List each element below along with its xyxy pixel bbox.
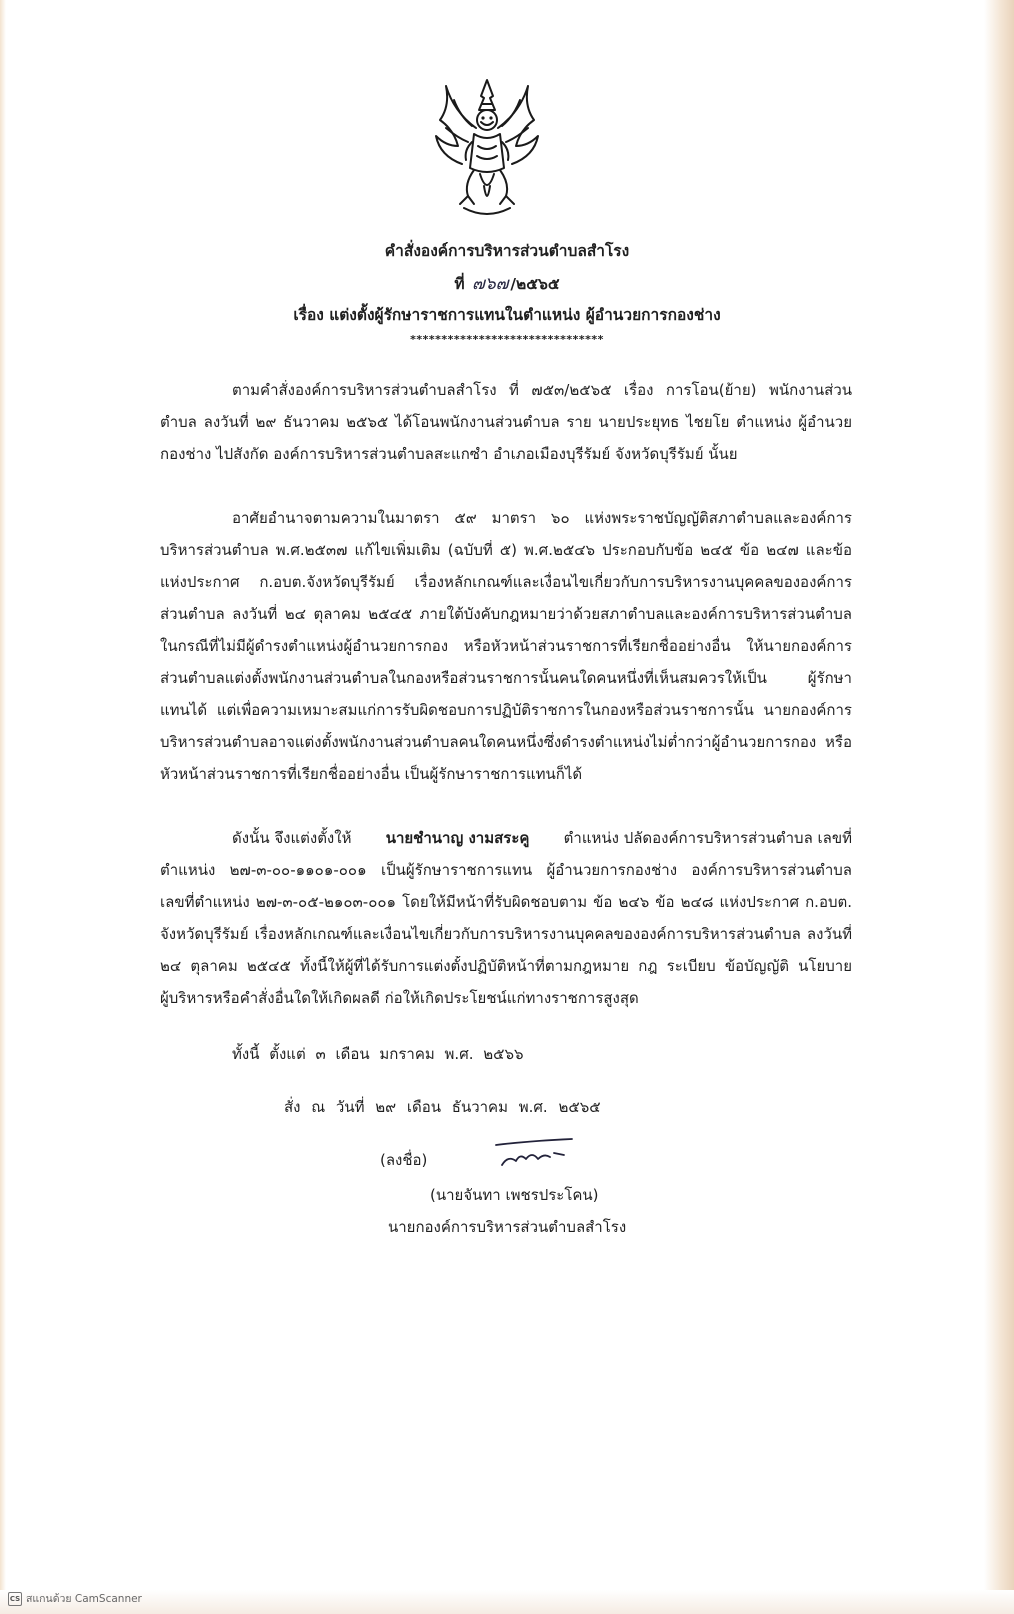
signer-position: นายกองค์การบริหารส่วนตำบลสำโรง (388, 1218, 627, 1236)
signature-mark-icon (488, 1135, 580, 1173)
paragraph3-first-line (232, 828, 852, 848)
order-subject: เรื่อง แต่งตั้งผู้รักษาราชการแทนในตำแหน่ง ผู้อำนวยการกองช่าง (293, 306, 721, 324)
signature-label: (ลงชื่อ) (380, 1151, 428, 1169)
paragraph2-line: แห่งประกาศ ก.อบต.จังหวัดบุรีรัมย์ เรื่องหลักเกณฑ์และเงื่อนไขเกี่ยวกับการบริหารงานบุคคลขององค์การ (160, 573, 852, 591)
order-date: สั่ง ณ วันที่ ๒๙ เดือน ธันวาคม พ.ศ. ๒๕๖๕ (284, 1098, 601, 1116)
paragraph3-line: จังหวัดบุรีรัมย์ เรื่องหลักเกณฑ์และเงื่อนไขเกี่ยวกับการบริหารงานบุคคลขององค์การบริหารส่วนตำบล ลงวันที่ (160, 925, 852, 943)
paragraph2-line: ส่วนตำบลแต่งตั้งพนักงานส่วนตำบลในกองหรือส่วนราชการนั้นคนใดคนหนึ่งที่เห็นสมควรให้เป็น ผู้รักษา (160, 669, 852, 687)
paragraph3-line: เลขที่ตำแหน่ง ๒๗-๓-๐๕-๒๑๐๓-๐๐๑ โดยให้มีหน้าที่รับผิดชอบตาม ข้อ ๒๔๖ ข้อ ๒๔๘ แห่งประกาศ ก.อบต. (160, 893, 852, 911)
paragraph2-line: แทนได้ แต่เพื่อความเหมาะสมแก่การรับผิดชอบการปฏิบัติราชการในกองหรือส่วนราชการนั้น นายกองค์การ (160, 701, 852, 719)
order-number-prefix: ที่ (454, 275, 465, 293)
paragraph3-line: ๒๔ ตุลาคม ๒๕๔๕ ทั้งนี้ให้ผู้ที่ได้รับการแต่งตั้งปฏิบัติหน้าที่ตามกฎหมาย กฎ ระเบียบ ข้อบัญญัติ นโยบาย (160, 957, 852, 975)
order-title: คำสั่งองค์การบริหารส่วนตำบลสำโรง (384, 242, 630, 260)
paragraph1-line: ตามคำสั่งองค์การบริหารส่วนตำบลสำโรง ที่ ๗๕๓/๒๕๖๕ เรื่อง การโอน(ย้าย) พนักงานส่วน (232, 381, 852, 399)
appointee-name: นายชำนาญ งามสระคู (385, 829, 530, 847)
scanner-footer (8, 1590, 142, 1607)
paragraph2-line: บริหารส่วนตำบล พ.ศ.๒๕๓๗ แก้ไขเพิ่มเติม (ฉบับที่ ๕) พ.ศ.๒๕๔๖ ประกอบกับข้อ ๒๔๕ ข้อ ๒๔๗ และข้อ (160, 541, 852, 559)
paragraph3-rest: ตำแหน่ง ปลัดองค์การบริหารส่วนตำบล เลขที่ (563, 829, 852, 847)
effective-date: ทั้งนี้ ตั้งแต่ ๓ เดือน มกราคม พ.ศ. ๒๕๖๖ (232, 1045, 524, 1063)
paragraph2-line: บริหารส่วนตำบลอาจแต่งตั้งพนักงานส่วนตำบลคนใดคนหนึ่งซึ่งดำรงตำแหน่งไม่ต่ำกว่าผู้อำนวยการกอง หรือ (160, 733, 852, 751)
order-number-suffix: /๒๕๖๕ (510, 275, 560, 293)
paragraph3-line: ตำแหน่ง ๒๗-๓-๐๐-๑๑๐๑-๐๐๑ เป็นผู้รักษาราชการแทน ผู้อำนวยการกองช่าง องค์การบริหารส่วนตำบล (160, 861, 852, 879)
camscanner-icon: CS (8, 1592, 22, 1606)
order-number-handwritten: ๗๖๗ (472, 274, 509, 294)
header-separator: ******************************* (410, 333, 604, 346)
signer-name: (นายจันทา เพชรประโคน) (430, 1186, 599, 1204)
garuda-emblem-icon (424, 76, 550, 224)
paragraph3-lead: ดังนั้น จึงแต่งตั้งให้ (232, 829, 352, 847)
paragraph2-line: อาศัยอำนาจตามความในมาตรา ๕๙ มาตรา ๖๐ แห่งพระราชบัญญัติสภาตำบลและองค์การ (232, 509, 852, 527)
paragraph3-line: ผู้บริหารหรือคำสั่งอื่นใดให้เกิดผลดี ก่อให้เกิดประโยชน์แก่ทางราชการสูงสุด (160, 989, 639, 1007)
paragraph2-line: ในกรณีที่ไม่มีผู้ดำรงตำแหน่งผู้อำนวยการกอง หรือหัวหน้าส่วนราชการที่เรียกชื่ออย่างอื่น ให้นายกองค์การ (160, 637, 852, 655)
scanner-footer-text: สแกนด้วย CamScanner (26, 1593, 142, 1605)
paragraph2-line: หัวหน้าส่วนราชการที่เรียกชื่ออย่างอื่น เป็นผู้รักษาราชการแทนก็ได้ (160, 765, 583, 783)
order-number (0, 270, 1014, 297)
paragraph1-line: ตำบล ลงวันที่ ๒๙ ธันวาคม ๒๕๖๕ ได้โอนพนักงานส่วนตำบล ราย นายประยุทธ ไชยโย ตำแหน่ง ผู้อำนวย (160, 413, 852, 431)
paragraph1-line: กองช่าง ไปสังกัด องค์การบริหารส่วนตำบลสะแกซำ อำเภอเมืองบุรีรัมย์ จังหวัดบุรีรัมย์ นั้นย (160, 445, 738, 463)
scan-edge-bottom (0, 1590, 1014, 1614)
paragraph2-line: ส่วนตำบล ลงวันที่ ๒๔ ตุลาคม ๒๕๔๕ ภายใต้บังคับกฎหมายว่าด้วยสภาตำบลและองค์การบริหารส่วนตำบล (160, 605, 852, 623)
